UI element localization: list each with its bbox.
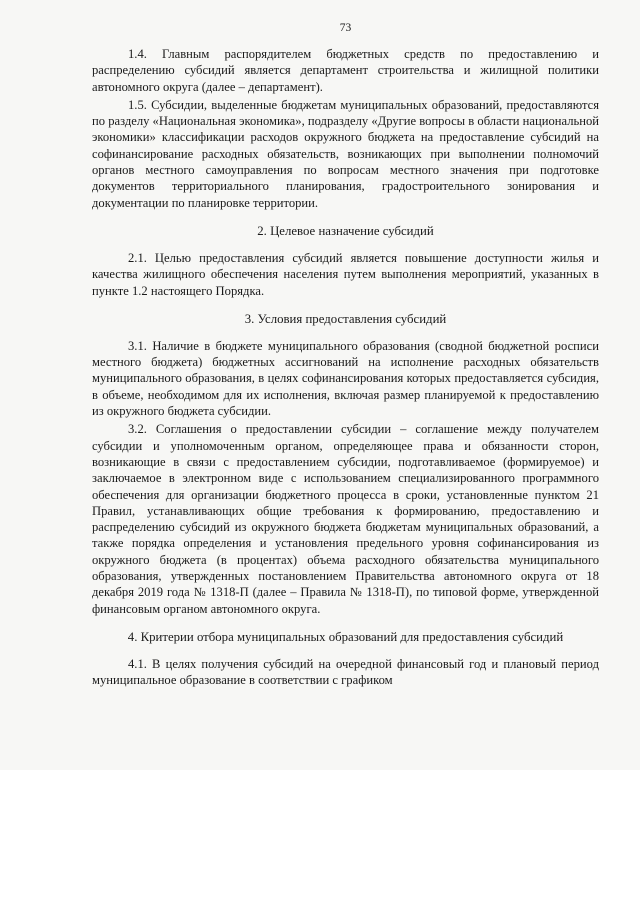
paragraph-2-1: 2.1. Целью предоставления субсидий является повышение доступности жилья и качества жилищного обеспечения населения путем выполнения мероприятий, указанных в пункте 1.2 настоящего Порядка. — [92, 250, 599, 298]
paragraph-3-1: 3.1. Наличие в бюджете муниципального образования (сводной бюджетной росписи местного бюджета) бюджетных ассигнований на исполнение расходных обязательств муниципального образования, в целях софинансирования которых предоставляется субсидия, в объеме, необходимом для их исполнения, включая размер планируемой к предоставлению из окружного бюджета субсидии. — [92, 338, 599, 419]
section-heading-2: 2. Целевое назначение субсидий — [257, 223, 434, 238]
paragraph-4-1: 4.1. В целях получения субсидий на очередной финансовый год и плановый период муниципальное образование в соответствии с графиком — [92, 656, 599, 688]
page-number: 73 — [339, 22, 352, 34]
document-body — [92, 22, 599, 689]
section-heading-4: 4. Критерии отбора муниципальных образований для предоставления субсидий — [127, 629, 564, 644]
paragraph-1-5: 1.5. Субсидии, выделенные бюджетам муниципальных образований, предоставляются по разделу «Национальная экономика», подразделу «Другие вопросы в области национальной экономики» классификации расходов окружного бюджета на предоставление субсидий на софинансирование расходных обязательств, возникающих при выполнении полномочий органов местного самоуправления по вопросам местного значения при подготовке документов территориального планирования, градостроительного зонирования и документации по планировке территории. — [92, 97, 599, 210]
paragraph-1-4: 1.4. Главным распорядителем бюджетных средств по предоставлению и распределению субсидий является департамент строительства и жилищной политики автономного округа (далее – департамент). — [92, 47, 599, 94]
section-heading-3: 3. Условия предоставления субсидий — [244, 311, 447, 326]
paragraph-3-2: 3.2. Соглашения о предоставлении субсидии – соглашение между получателем субсидии и уполномоченным органом, определяющее права и обязанности сторон, возникающие в связи с предоставлением субсидии, подготавливаемое (формируемое) и заключаемое в электронном виде с использованием специализированного программного обеспечения для организации бюджетного процесса в сроки, установленные пунктом 21 Правил, устанавливающих общие требования к формированию, предоставлению и распределению субсидий из окружного бюджета бюджетам муниципальных образований, а также порядка определения и установления предельного уровня софинансирования из окружного бюджета (в процентах) объема расходного обязательства муниципального образования, утвержденных постановлением Правительства автономного округа от 18 декабря 2019 года № 1318-П (далее – Правила № 1318-П), по типовой форме, утвержденной финансовым органом автономного округа. — [92, 422, 599, 616]
